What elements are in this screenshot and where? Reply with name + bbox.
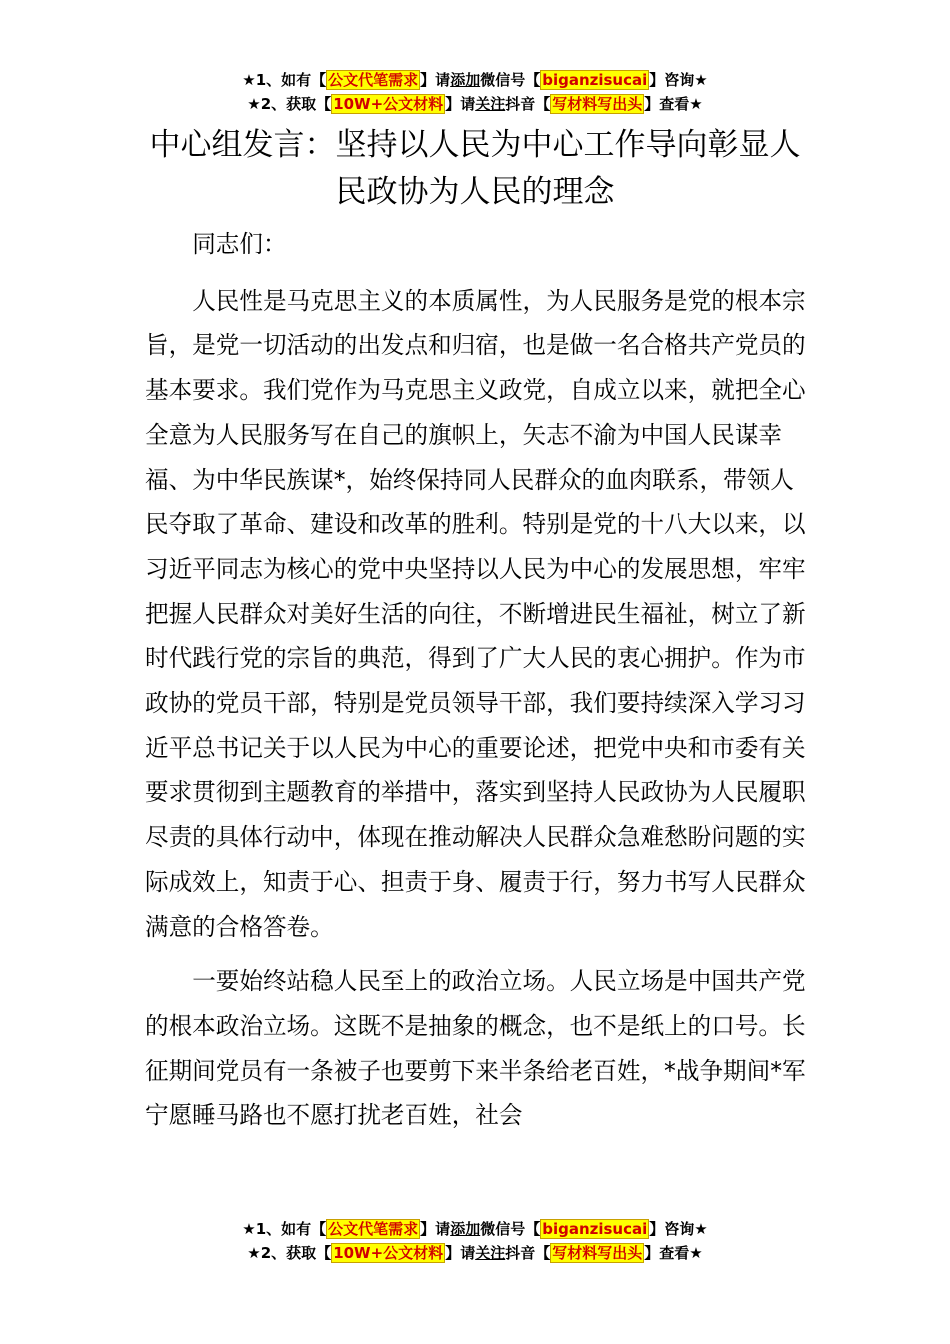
banner-text: ★2、获取【	[247, 1244, 332, 1262]
greeting: 同志们：	[192, 230, 287, 258]
document-title: 中心组发言：坚持以人民为中心工作导向彰显人民政协为人民的理念	[149, 127, 801, 210]
paragraph-2: 一要始终站稳人民至上的政治立场。人民立场是中国共产党的根本政治立场。这既不是抽象的概念，也不是纸上的口号。长征期间党员有一条被子也要剪下来半条给老百姓，*战争期间*军宁愿睡马路也不愿打扰老百姓，社会	[145, 967, 806, 1130]
banner-text: 】查看★	[644, 1244, 703, 1262]
banner-text: 抖音【	[505, 1244, 551, 1262]
document-body	[145, 222, 807, 1138]
banner-emphasis: 关注	[475, 1244, 506, 1262]
banner-text: 微信号【	[480, 71, 541, 89]
highlight-materials: 10W+公文材料	[333, 95, 444, 113]
banner-text: ★1、如有【	[242, 71, 327, 89]
highlight-wechat-id: biganzisucai	[542, 1220, 648, 1238]
paragraph-1: 人民性是马克思主义的本质属性，为人民服务是党的根本宗旨，是党一切活动的出发点和归宿，也是做一名合格共产党员的基本要求。我们党作为马克思主义政党，自成立以来，就把全心全意为人民服务写在自己的旗帜上，矢志不渝为中国人民谋幸福、为中华民族谋*，始终保持同人民群众的血肉联系，带领人民夺取了革命、建设和改革的胜利。特别是党的十八大以来，以习近平同志为核心的党中央坚持以人民为中心的发展思想，牢牢把握人民群众对美好生活的向往，不断增进民生福祉，树立了新时代践行党的宗旨的典范，得到了广大人民的衷心拥护。作为市政协的党员干部，特别是党员领导干部，我们要持续深入学习习近平总书记关于以人民为中心的重要论述，把党中央和市委有关要求贯彻到主题教育的举措中，落实到坚持人民政协为人民履职尽责的具体行动中，体现在推动解决人民群众急难愁盼问题的实际成效上，知责于心、担责于身、履责于行，努力书写人民群众满意的合格答卷。	[145, 286, 806, 941]
banner-emphasis: 关注	[475, 95, 506, 113]
highlight-materials: 10W+公文材料	[333, 1244, 444, 1262]
banner-line-2	[0, 1241, 950, 1265]
banner-line-1	[0, 1217, 950, 1241]
banner-text: ★1、如有【	[242, 1220, 327, 1238]
footer-banner	[0, 1217, 950, 1265]
banner-text: 】咨询★	[649, 71, 708, 89]
banner-text: 】请	[445, 1244, 476, 1262]
banner-text: 】请	[445, 95, 476, 113]
banner-text: ★2、获取【	[247, 95, 332, 113]
highlight-service: 公文代笔需求	[328, 1220, 419, 1238]
highlight-douyin-id: 写材料写出头	[552, 1244, 643, 1262]
banner-text: 】请	[420, 71, 451, 89]
banner-text: 】咨询★	[649, 1220, 708, 1238]
banner-text: 微信号【	[480, 1220, 541, 1238]
banner-line-1	[0, 68, 950, 92]
highlight-douyin-id: 写材料写出头	[552, 95, 643, 113]
banner-line-2	[0, 92, 950, 116]
highlight-wechat-id: biganzisucai	[542, 71, 648, 89]
banner-text: 抖音【	[505, 95, 551, 113]
highlight-service: 公文代笔需求	[328, 71, 419, 89]
banner-text: 】请	[420, 1220, 451, 1238]
banner-text: 】查看★	[644, 95, 703, 113]
banner-emphasis: 添加	[450, 71, 481, 89]
banner-emphasis: 添加	[450, 1220, 481, 1238]
header-banner	[0, 68, 950, 116]
